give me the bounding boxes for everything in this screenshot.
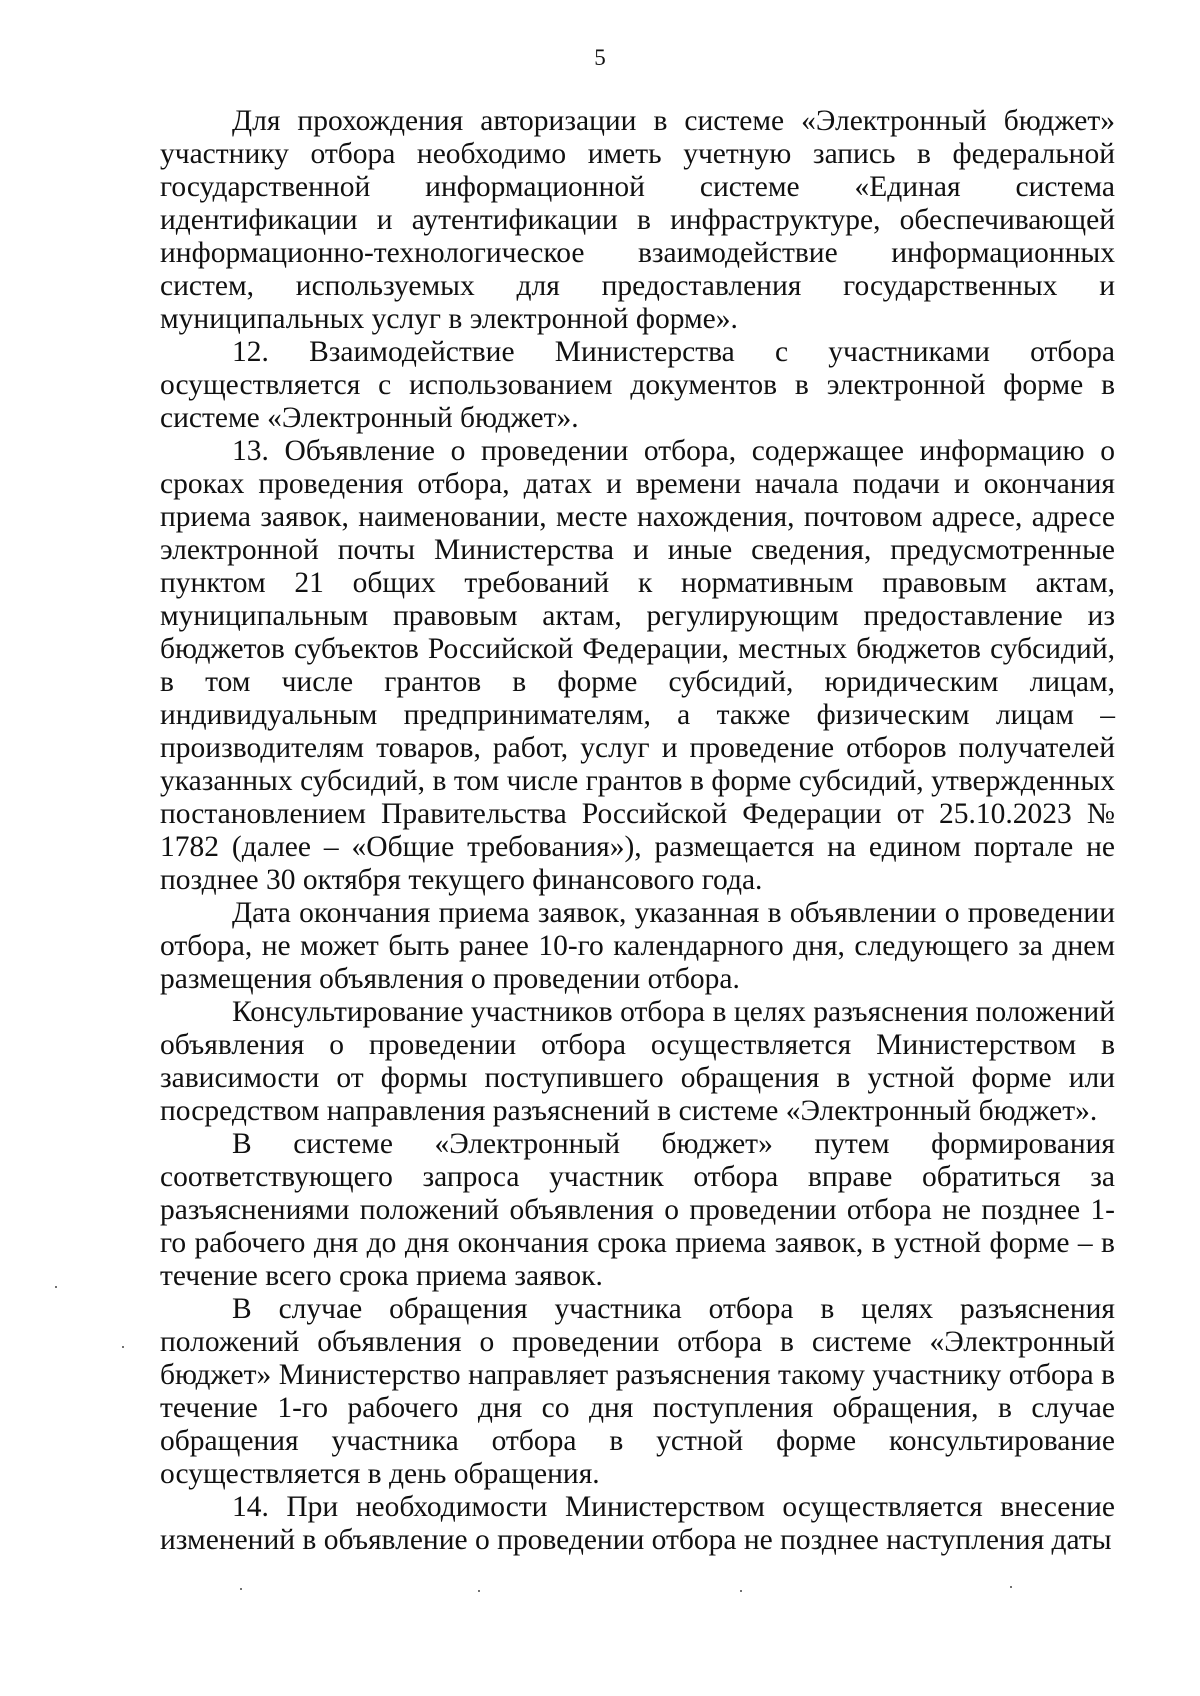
scan-artifact [478,1590,480,1592]
scan-artifact [740,1590,742,1592]
scan-artifact [240,1588,242,1590]
paragraph-response: В случае обращения участника отбора в целях разъяснения положений объявления о проведении отбора в системе «Электронный бюджет» Министерство направляет разъяснения такому участнику отбора в течение 1-го рабочего дня со дня поступления обращения, в случае обращения участника отбора в устной форме консультирование осуществляется в день обращения. [160,1293,1115,1490]
paragraph-item-12: 12. Взаимодействие Министерства с участниками отбора осуществляется с использованием документов в электронной форме в системе «Электронный бюджет». [160,336,1115,434]
paragraph-deadline: Дата окончания приема заявок, указанная в объявлении о проведении отбора, не может быть ранее 10-го календарного дня, следующего за днем размещения объявления о проведении отбора. [160,897,1115,995]
scan-artifact [55,1286,57,1288]
paragraph-item-14: 14. При необходимости Министерством осуществляется внесение изменений в объявление о проведении отбора не позднее наступления даты [160,1491,1115,1556]
paragraph-authorization: Для прохождения авторизации в системе «Электронный бюджет» участнику отбора необходимо иметь учетную запись в федеральной государственной информационной системе «Единая система идентификации и аутентификации в инфраструктуре, обеспечивающей информационно-технологическое взаимодействие информационных систем, используемых для предоставления государственных и муниципальных услуг в электронной форме». [160,105,1115,335]
document-body [160,105,1115,1557]
paragraph-request: В системе «Электронный бюджет» путем формирования соответствующего запроса участник отбора вправе обратиться за разъяснениями положений объявления о проведении отбора не позднее 1-го рабочего дня до дня окончания срока приема заявок, в устной форме – в течение всего срока приема заявок. [160,1128,1115,1292]
page-number: 5 [594,45,606,70]
scan-artifact [1010,1586,1012,1588]
paragraph-item-13: 13. Объявление о проведении отбора, содержащее информацию о сроках проведения отбора, датах и времени начала подачи и окончания приема заявок, наименовании, месте нахождения, почтовом адресе, адресе электронной почты Министерства и иные сведения, предусмотренные пунктом 21 общих требований к нормативным правовым актам, муниципальным правовым актам, регулирующим предоставление из бюджетов субъектов Российской Федерации, местных бюджетов субсидий, в том числе грантов в форме субсидий, юридическим лицам, индивидуальным предпринимателям, а также физическим лицам – производителям товаров, работ, услуг и проведение отборов получателей указанных субсидий, в том числе грантов в форме субсидий, утвержденных постановлением Правительства Российской Федерации от 25.10.2023 № 1782 (далее – «Общие требования»), размещается на едином портале не позднее 30 октября текущего финансового года. [160,435,1115,896]
scan-artifact [122,1346,124,1348]
paragraph-consulting: Консультирование участников отбора в целях разъяснения положений объявления о проведении отбора осуществляется Министерством в зависимости от формы поступившего обращения в устной форме или посредством направления разъяснений в системе «Электронный бюджет». [160,996,1115,1127]
